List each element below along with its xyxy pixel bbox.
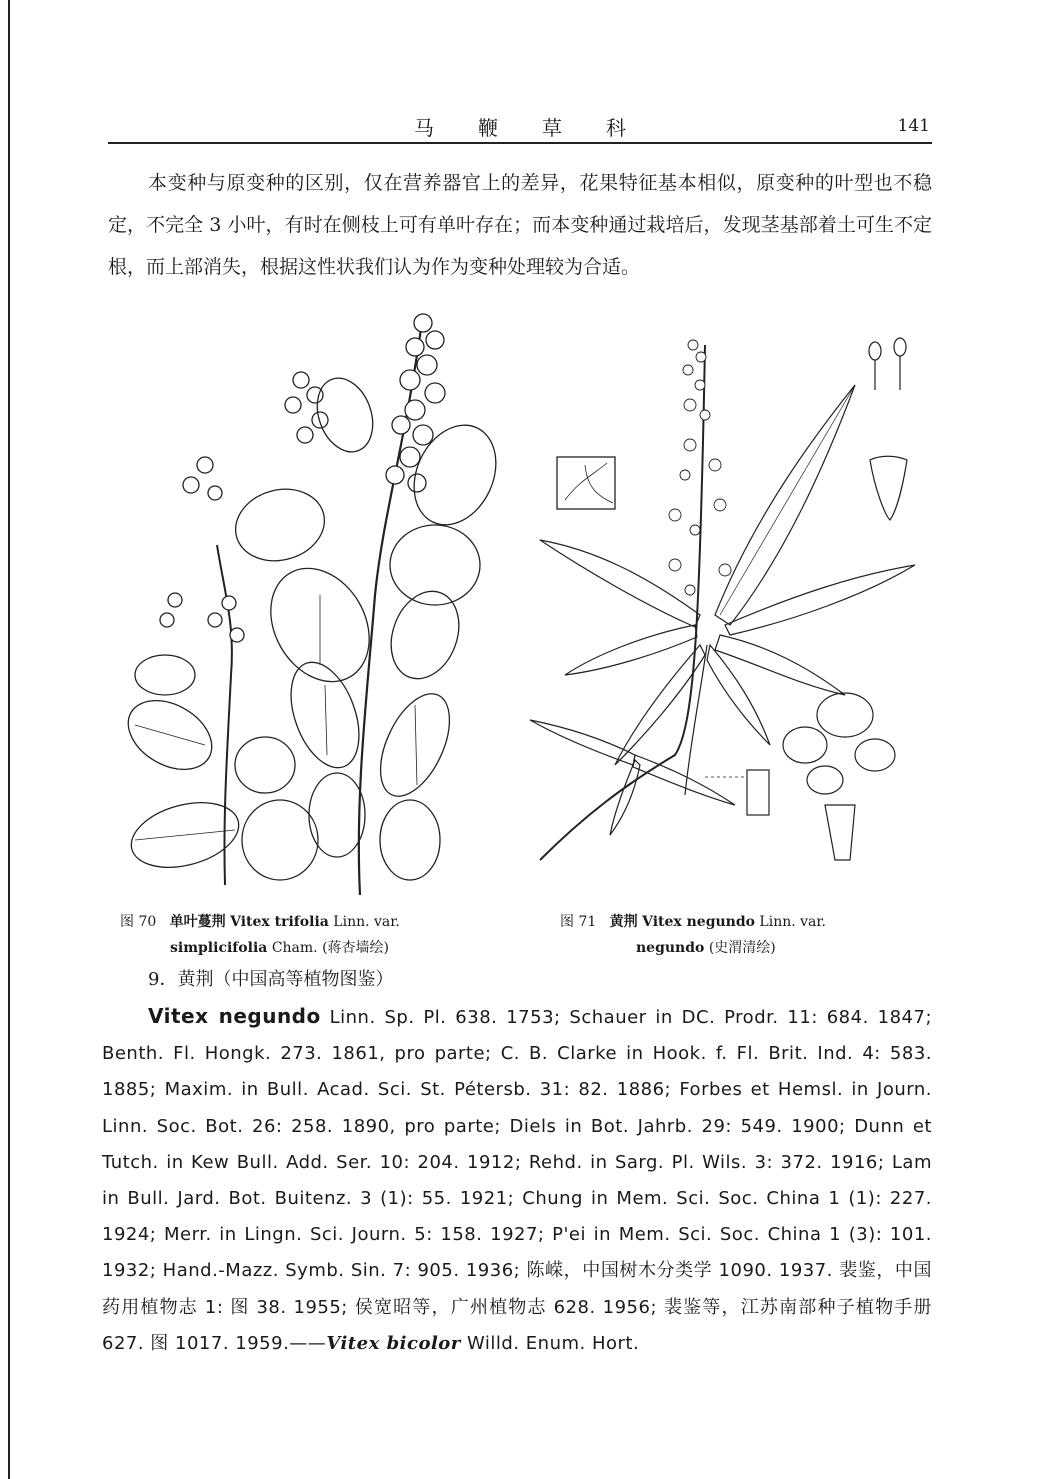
running-header [108, 108, 932, 144]
figure-latin-author: Cham. (蒋杏墙绘) [271, 940, 389, 956]
figure-latin-variety: negundo [636, 940, 705, 956]
figure-70-illustration [105, 295, 510, 900]
header-title: 马鞭草科 [414, 116, 670, 140]
intro-paragraph: 本变种与原变种的区别，仅在营养器官上的差异，花果特征基本相似，原变种的叶型也不稳定，不完全 3 小叶，有时在侧枝上可有单叶存在；而本变种通过栽培后，发现茎基部着土可生不定根，而上部消失，根据这性状我们认为作为变种处理较为合适。 [108, 172, 932, 278]
figure-latin-author: Linn. var. [333, 914, 400, 930]
figure-illustrator: (史渭清绘) [708, 940, 776, 956]
figure-number: 图 70 [120, 914, 157, 930]
figure-71-illustration [525, 315, 940, 870]
references-paragraph [102, 998, 932, 1362]
figure-latin-variety: simplicifolia [170, 940, 268, 956]
scan-edge-line [8, 0, 10, 1479]
species-name: Vitex negundo [148, 1004, 321, 1028]
figure-latin-name: Vitex trifolia [230, 914, 329, 930]
figure-70-caption [120, 909, 500, 961]
figure-chinese-name: 单叶蔓荆 [169, 914, 226, 930]
figure-latin-author: Linn. var. [759, 914, 826, 930]
species-heading: 9．黄荆（中国高等植物图鉴） [148, 969, 394, 990]
synonym-author: Willd. Enum. Hort. [467, 1332, 640, 1354]
figure-chinese-name: 黄荆 [609, 914, 638, 930]
references-body: Linn. Sp. Pl. 638. 1753; Schauer in DC. Prodr. 11: 684. 1847; Benth. Fl. Hongk. 273. 1861, pro parte; C. B. Clarke in Hook. f. Fl. Brit. Ind. 4: 583. 1885; Maxim. in Bull. Acad. Sci. St. Pétersb. 31: 82. 1886; Forbes et Hemsl. in Journ. Linn. Soc. Bot. 26: 258. 1890, pro parte; Diels in Bot. Jahrb. 29: 549. 1900; Dunn et Tutch. in Kew Bull. Add. Ser. 10: 204. 1912; Rehd. in Sarg. Pl. Wils. 3: 372. 1916; Lam in Bull. Jard. Bot. Buitenz. 3 (1): 55. 1921; Chung in Mem. Sci. Soc. China 1 (1): 227. 1924; Merr. in Lingn. Sci. Journ. 5: 158. 1927; P'ei in Mem. Sci. Soc. China 1 (3): 101. 1932; Hand.-Mazz. Symb. Sin. 7: 905. 1936; 陈嵘，中国树木分类学 1090. 1937. 裴鉴，中国药用植物志 1: 图 38. 1955; 侯宽昭等，广州植物志 628. 1956; 裴鉴等，江苏南部种子植物手册 627. 图 1017. 1959.—— [102, 1007, 933, 1354]
synonym-name: Vitex bicolor [326, 1332, 461, 1354]
figure-latin-name: Vitex negundo [642, 914, 755, 930]
figure-71-caption [560, 909, 940, 961]
page-number: 141 [897, 116, 930, 136]
figure-number: 图 71 [560, 914, 597, 930]
